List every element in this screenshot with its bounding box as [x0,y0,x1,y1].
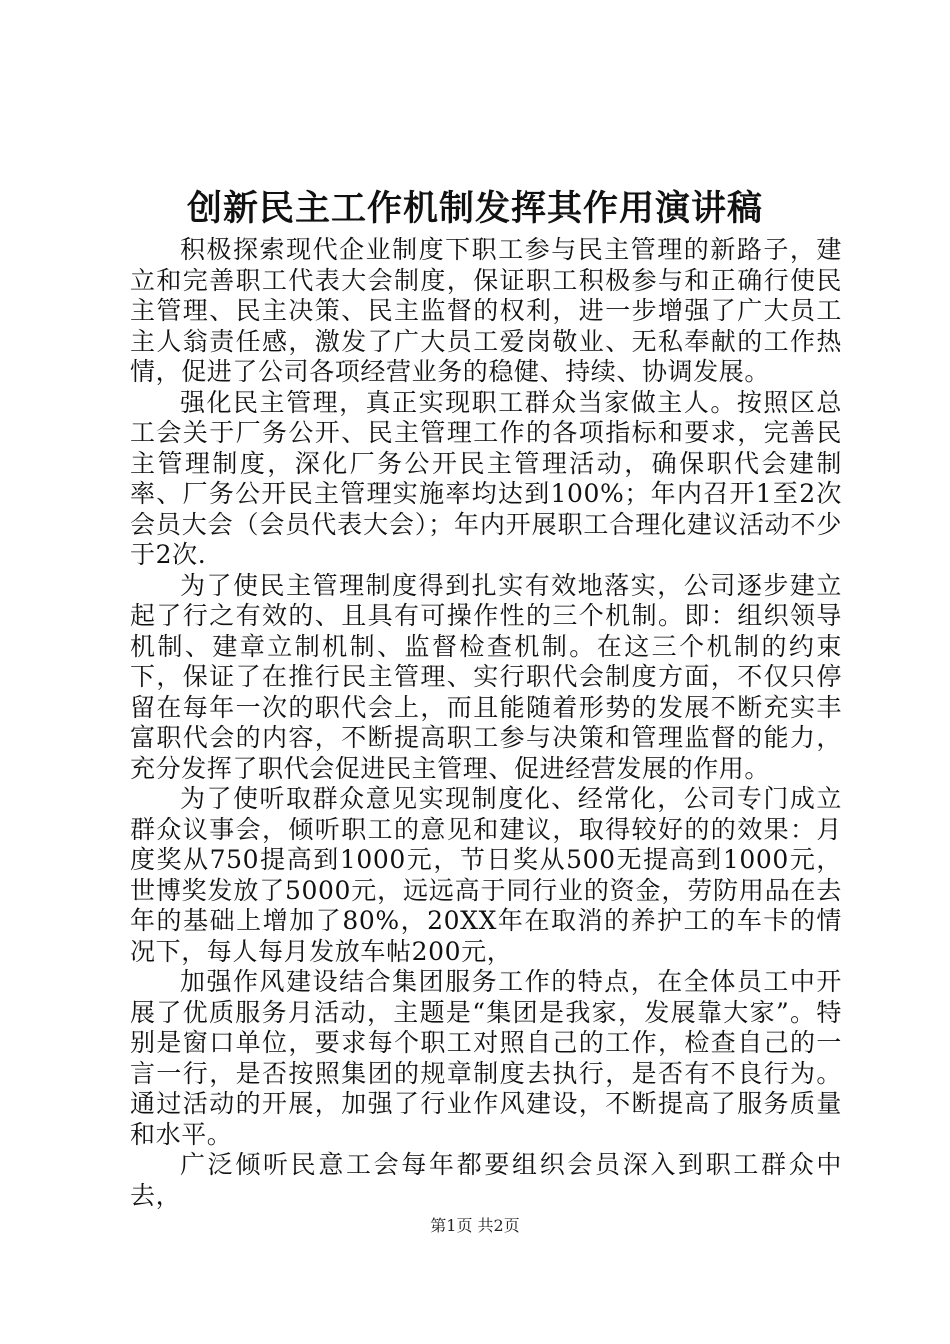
paragraph: 为了使民主管理制度得到扎实有效地落实，公司逐步建立起了行之有效的、且具有可操作性的三个机制。即：组织领导机制、建章立制机制、监督检查机制。在这三个机制的约束下，保证了在推行民主管理、实行职代会制度方面，不仅只停留在每年一次的职代会上，而且能随着形势的发展不断充实丰富职代会的内容，不断提高职工参与决策和管理监督的能力，充分发挥了职代会促进民主管理、促进经营发展的作用。 [130,570,842,783]
document-body [130,235,842,1211]
page-footer: 第1页 共2页 [430,1216,520,1235]
paragraph: 强化民主管理，真正实现职工群众当家做主人。按照区总工会关于厂务公开、民主管理工作的各项指标和要求，完善民主管理制度，深化厂务公开民主管理活动，确保职代会建制率、厂务公开民主管理实施率均达到100%；年内召开1至2次会员大会（会员代表大会）；年内开展职工合理化建议活动不少于2次. [130,387,842,569]
paragraph: 广泛倾听民意工会每年都要组织会员深入到职工群众中去， [130,1150,842,1210]
paragraph: 加强作风建设结合集团服务工作的特点，在全体员工中开展了优质服务月活动，主题是“集团是我家，发展靠大家”。特别是窗口单位，要求每个职工对照自己的工作，检查自己的一言一行，是否按照集团的规章制度去执行，是否有不良行为。通过活动的开展，加强了行业作风建设，不断提高了服务质量和水平。 [130,967,842,1149]
paragraph: 积极探索现代企业制度下职工参与民主管理的新路子，建立和完善职工代表大会制度，保证职工积极参与和正确行使民主管理、民主决策、民主监督的权利，进一步增强了广大员工主人翁责任感，激发了广大员工爱岗敬业、无私奉献的工作热情，促进了公司各项经营业务的稳健、持续、协调发展。 [130,235,842,386]
paragraph: 为了使听取群众意见实现制度化、经常化，公司专门成立群众议事会，倾听职工的意见和建议，取得较好的的效果：月度奖从750提高到1000元，节日奖从500无提高到1000元，世博奖发放了5000元，远远高于同行业的资金，劳防用品在去年的基础上增加了80%，20XX年在取消的养护工的车卡的情况下，每人每月发放车帖200元， [130,784,842,966]
document-title: 创新民主工作机制发挥其作用演讲稿 [186,188,763,229]
